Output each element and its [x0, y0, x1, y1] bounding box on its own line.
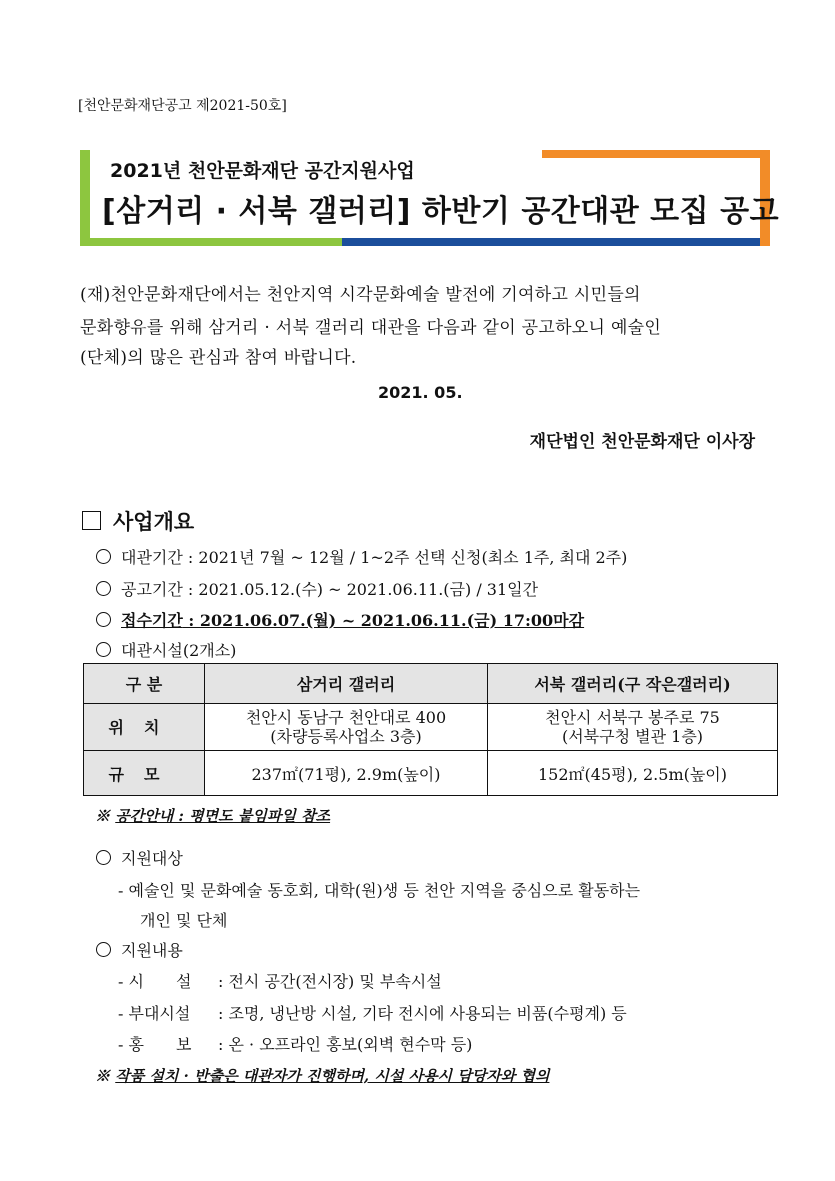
- notice-period-item: [96, 577, 538, 600]
- location-samgeori-detail: (차량등록사업소 3층): [270, 727, 422, 746]
- rental-period-item: [96, 545, 627, 568]
- blue-bottom-bar: [342, 238, 770, 246]
- notice-period-text: 공고기간 : 2021.05.12.(수) ~ 2021.06.11.(금) / 31일간: [121, 580, 539, 599]
- reference-mark-icon: ※: [95, 1067, 111, 1085]
- orange-top-bar: [542, 150, 770, 158]
- table-header-category: 구 분: [84, 664, 205, 704]
- support-item-facility: [118, 969, 442, 992]
- title-box: [80, 150, 780, 248]
- support-item-label: - 홍 보: [118, 1035, 192, 1054]
- notice-number: [천안문화재단공고 제2021-50호]: [78, 98, 287, 114]
- eligibility-line-1: - 예술인 및 문화예술 동호회, 대학(원)생 등 천안 지역을 중심으로 활동하는: [118, 881, 641, 900]
- reference-mark-icon: ※: [95, 807, 111, 825]
- table-header-seobuk: 서북 갤러리(구 작은갤러리): [488, 664, 778, 704]
- facilities-text: 대관시설(2개소): [121, 641, 237, 660]
- eligibility-title: [96, 846, 183, 869]
- title-subtitle: 2021년 천안문화재단 공간지원사업: [110, 160, 415, 182]
- eligibility-line-2: 개인 및 단체: [140, 911, 228, 930]
- eligibility-title-text: 지원대상: [121, 849, 183, 868]
- support-title-text: 지원내용: [121, 941, 183, 960]
- section-title: [82, 506, 194, 536]
- circle-bullet-icon: [96, 581, 111, 596]
- install-note-text: 작품 설치 · 반출은 대관자가 진행하며, 시설 사용시 담당자와 협의: [115, 1067, 550, 1085]
- intake-period-item: [96, 608, 584, 631]
- support-item-value: : 온 · 오프라인 홍보(외벽 현수막 등): [218, 1035, 473, 1054]
- location-seobuk-detail: (서북구청 별관 1층): [561, 727, 704, 746]
- intro-line-1: (재)천안문화재단에서는 천안지역 시각문화예술 발전에 기여하고 시민들의: [80, 285, 641, 305]
- green-bottom-bar: [80, 238, 342, 246]
- intake-period-label: 접수기간: [121, 611, 183, 630]
- row-label-scale: 규모: [84, 751, 205, 796]
- support-item-promotion: [118, 1032, 472, 1055]
- location-samgeori-address: 천안시 동남구 천안대로 400: [245, 708, 447, 727]
- page-title: [삼거리 · 서북 갤러리] 하반기 공간대관 모집 공고: [102, 194, 780, 229]
- support-item-label: - 시 설: [118, 972, 192, 991]
- circle-bullet-icon: [96, 850, 111, 865]
- circle-bullet-icon: [96, 642, 111, 657]
- checkbox-square-icon: [82, 511, 101, 530]
- table-header-row: [84, 664, 778, 704]
- notice-date: 2021. 05.: [378, 383, 463, 402]
- green-accent-bar: [80, 150, 90, 246]
- circle-bullet-icon: [96, 549, 111, 564]
- cell-scale-samgeori: 237㎡(71평), 2.9m(높이): [205, 751, 488, 796]
- facilities-item: [96, 638, 236, 661]
- rental-period-text: 대관기간 : 2021년 7월 ~ 12월 / 1~2주 선택 신청(최소 1주, 최대 2주): [121, 548, 628, 567]
- space-note-text: 공간안내 : 평면도 붙임파일 참조: [115, 807, 331, 825]
- signer: 재단법인 천안문화재단 이사장: [529, 432, 755, 452]
- cell-scale-seobuk: 152㎡(45평), 2.5m(높이): [488, 751, 778, 796]
- section-title-text: 사업개요: [113, 510, 195, 534]
- circle-bullet-icon: [96, 612, 111, 627]
- table-header-samgeori: 삼거리 갤러리: [205, 664, 488, 704]
- location-seobuk-address: 천안시 서북구 봉주로 75: [545, 708, 720, 727]
- support-item-value: : 전시 공간(전시장) 및 부속시설: [218, 972, 442, 991]
- row-label-location: 위치: [84, 704, 205, 751]
- cell-location-samgeori: [205, 704, 488, 751]
- table-row: [84, 751, 778, 796]
- circle-bullet-icon: [96, 942, 111, 957]
- support-title: [96, 938, 183, 961]
- install-note: [95, 1065, 549, 1086]
- intro-line-2: 문화향유를 위해 삼거리 · 서북 갤러리 대관을 다음과 같이 공고하오니 예술인: [80, 318, 662, 338]
- intake-period-value: : 2021.06.07.(월) ~ 2021.06.11.(금) 17:00마감: [182, 611, 585, 630]
- cell-location-seobuk: [488, 704, 778, 751]
- support-item-label: - 부대시설: [118, 1004, 191, 1023]
- support-item-equipment: [118, 1001, 627, 1024]
- intro-line-3: (단체)의 많은 관심과 참여 바랍니다.: [80, 348, 357, 368]
- support-item-value: : 조명, 냉난방 시설, 기타 전시에 사용되는 비품(수평계) 등: [218, 1004, 627, 1023]
- space-note: [95, 805, 330, 826]
- table-row: [84, 704, 778, 751]
- facility-table: [83, 663, 778, 796]
